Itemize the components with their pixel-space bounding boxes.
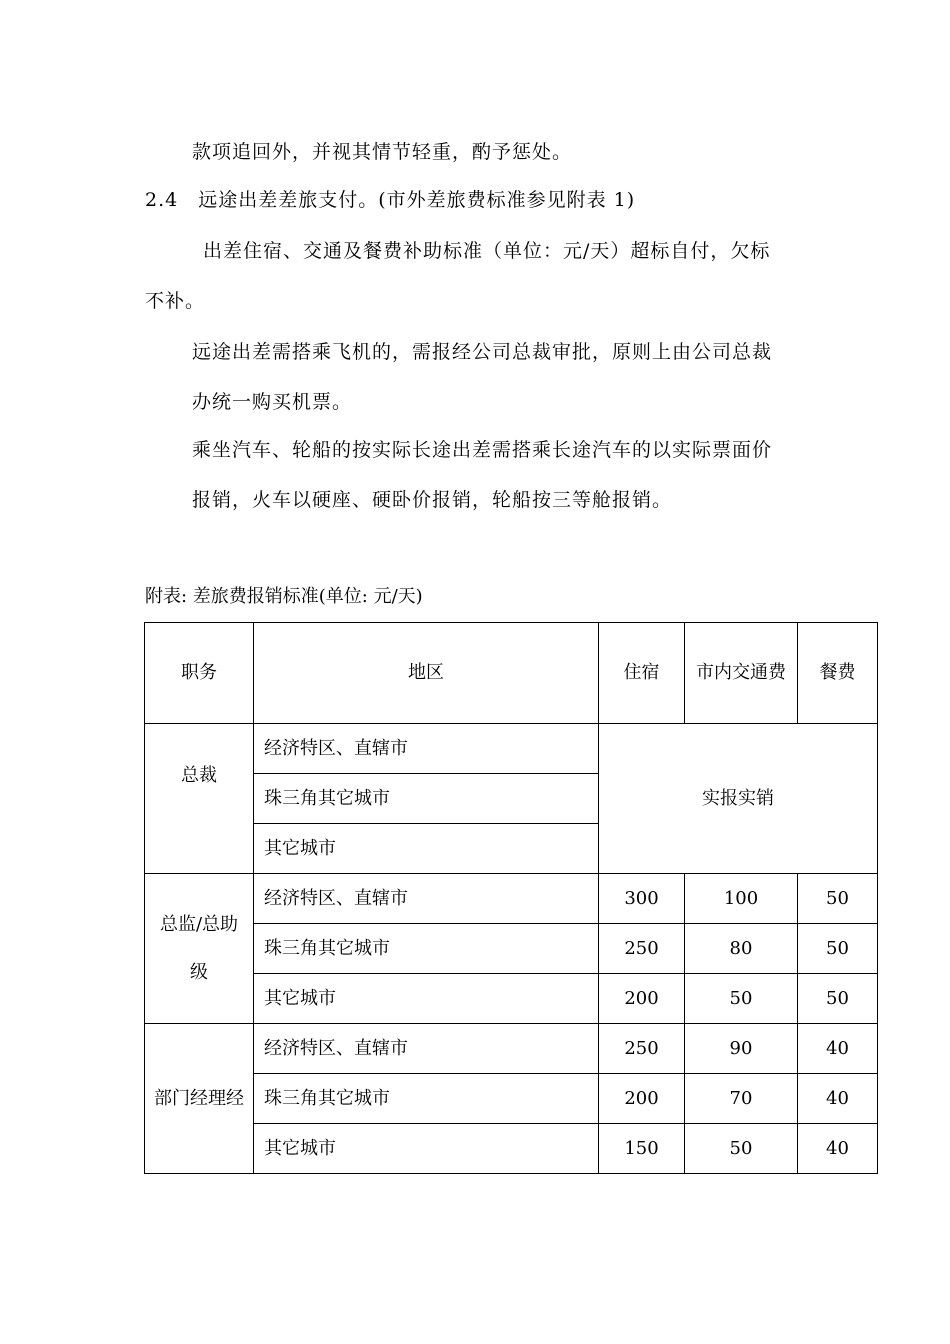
transport-cell: 90 [685,1024,798,1074]
region-cell: 其它城市 [254,824,599,874]
paragraph-flight: 远途出差需搭乘飞机的，需报经公司总裁审批，原则上由公司总裁 [192,341,773,363]
table-header-row [145,623,878,724]
meal-cell: 50 [798,974,878,1024]
table-row [145,1024,878,1074]
meal-cell: 40 [798,1024,878,1074]
meal-cell: 40 [798,1074,878,1124]
paragraph-standard: 出差住宿、交通及餐费补助标准（单位：元/天）超标自付，欠标 [203,240,771,262]
table-row [145,724,878,774]
meal-cell: 50 [798,924,878,974]
lodging-cell: 300 [599,874,685,924]
transport-cell: 100 [685,874,798,924]
table-row [145,924,878,974]
table-row [145,1124,878,1174]
lodging-cell: 250 [599,924,685,974]
header-position: 职务 [145,623,254,724]
lodging-cell: 200 [599,1074,685,1124]
section-2-4-heading: 2.4 远途出差差旅支付。(市外差旅费标准参见附表 1) [145,189,636,211]
region-cell: 经济特区、直辖市 [254,1024,599,1074]
lodging-cell: 250 [599,1024,685,1074]
meal-cell: 40 [798,1124,878,1174]
paragraph-1: 款项追回外，并视其情节轻重，酌予惩处。 [192,141,573,163]
position-cell: 总监/总助级 [145,874,254,1024]
meal-cell: 50 [798,874,878,924]
region-cell: 经济特区、直辖市 [254,874,599,924]
region-cell: 其它城市 [254,974,599,1024]
table-row [145,974,878,1024]
header-region: 地区 [254,623,599,724]
region-cell: 珠三角其它城市 [254,1074,599,1124]
paragraph-flight-cont: 办统一购买机票。 [192,391,353,413]
table-caption: 附表: 差旅费报销标准(单位: 元/天) [145,586,423,607]
lodging-cell: 200 [599,974,685,1024]
region-cell: 珠三角其它城市 [254,774,599,824]
position-cell: 部门经理经 [145,1024,254,1174]
region-cell: 珠三角其它城市 [254,924,599,974]
header-transport: 市内交通费 [685,623,798,724]
header-lodging: 住宿 [599,623,685,724]
transport-cell: 80 [685,924,798,974]
position-cell: 总裁 [145,724,254,874]
paragraph-standard-cont: 不补。 [145,290,206,312]
region-cell: 其它城市 [254,1124,599,1174]
paragraph-bus-ship-cont: 报销，火车以硬座、硬卧价报销，轮船按三等舱报销。 [192,489,673,511]
travel-expense-table [144,622,878,1174]
lodging-cell: 150 [599,1124,685,1174]
transport-cell: 50 [685,1124,798,1174]
transport-cell: 50 [685,974,798,1024]
table-row [145,1074,878,1124]
transport-cell: 70 [685,1074,798,1124]
merged-value-cell: 实报实销 [599,724,878,874]
region-cell: 经济特区、直辖市 [254,724,599,774]
table-row [145,874,878,924]
paragraph-bus-ship: 乘坐汽车、轮船的按实际长途出差需搭乘长途汽车的以实际票面价 [192,439,773,461]
header-meal: 餐费 [798,623,878,724]
